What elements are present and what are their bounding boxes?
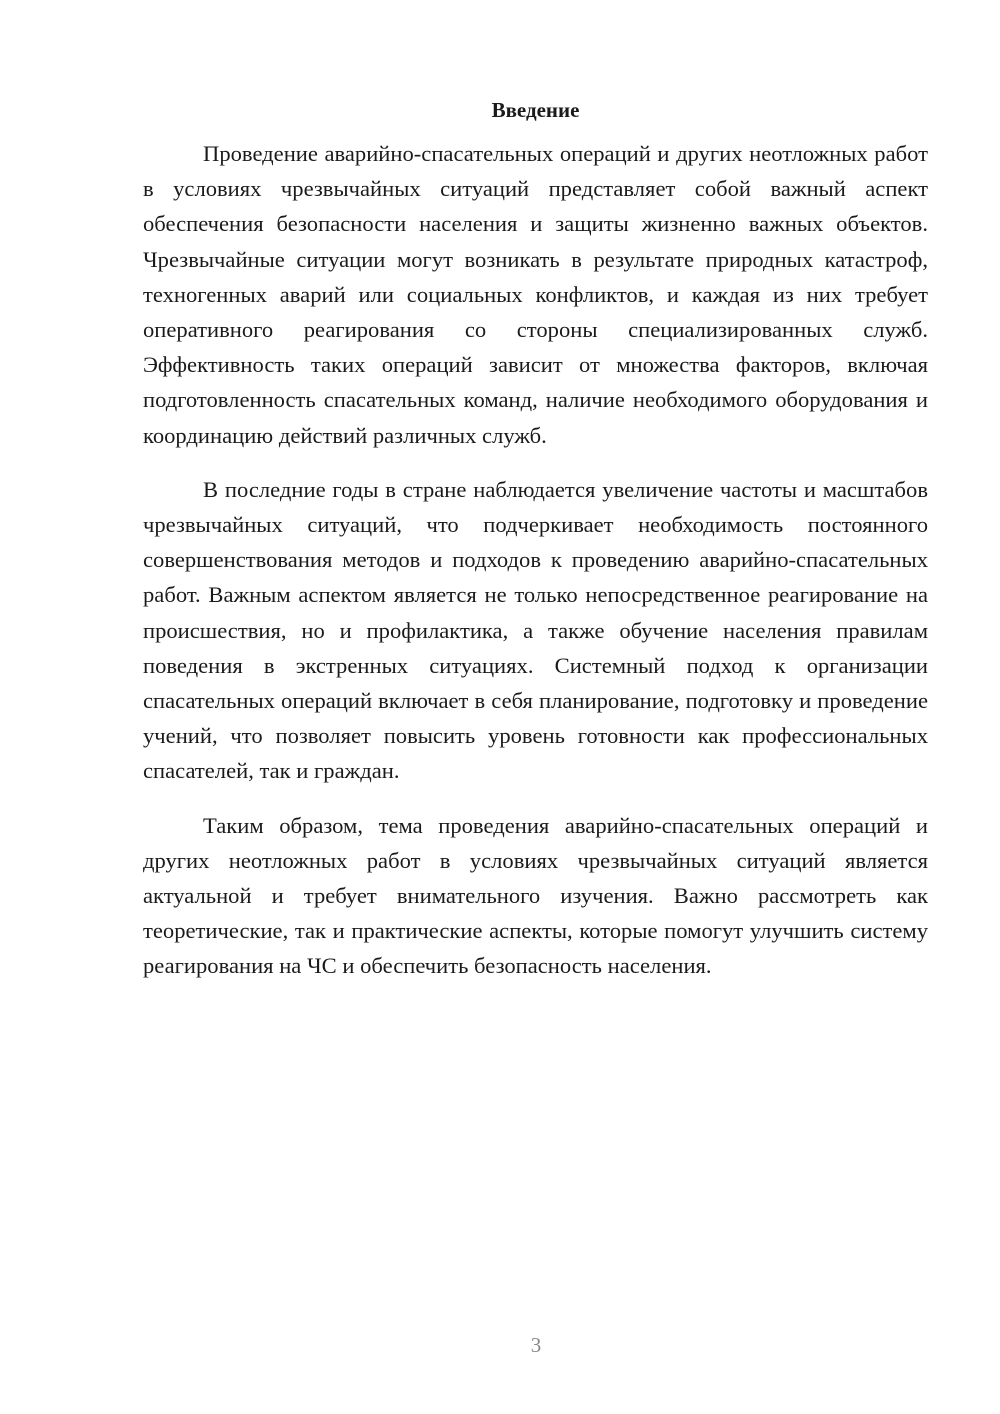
paragraph-2: В последние годы в стране наблюдается увеличение частоты и масштабов чрезвычайных ситуаций, что подчеркивает необходимость постоянного совершенствования методов и подходов к проведению аварийно-спасательных работ. Важным аспектом является не только непосредственное реагирование на происшествия, но и профилактика, а также обучение населения правилам поведения в экстренных ситуациях. Системный подход к организации спасательных операций включает в себя планирование, подготовку и проведение учений, что позволяет повысить уровень готовности как профессиональных спасателей, так и граждан. bbox=[143, 476, 928, 784]
section-heading: Введение bbox=[491, 98, 580, 122]
page-content bbox=[143, 95, 928, 984]
paragraph-1: Проведение аварийно-спасательных операций и других неотложных работ в условиях чрезвычайных ситуаций представляет собой важный аспект обеспечения безопасности населения и защиты жизненно важных объектов. Чрезвычайные ситуации могут возникать в результате природных катастроф, техногенных аварий или социальных конфликтов, и каждая из них требует оперативного реагирования со стороны специализированных служб. Эффективность таких операций зависит от множества факторов, включая подготовленность спасательных команд, наличие необходимого оборудования и координацию действий различных служб. bbox=[143, 141, 928, 448]
page-number: 3 bbox=[530, 1333, 542, 1357]
paragraph-3: Таким образом, тема проведения аварийно-спасательных операций и других неотложных работ в условиях чрезвычайных ситуаций является актуальной и требует внимательного изучения. Важно рассмотреть как теоретические, так и практические аспекты, которые помогут улучшить систему реагирования на ЧС и обеспечить безопасность населения. bbox=[143, 812, 928, 979]
